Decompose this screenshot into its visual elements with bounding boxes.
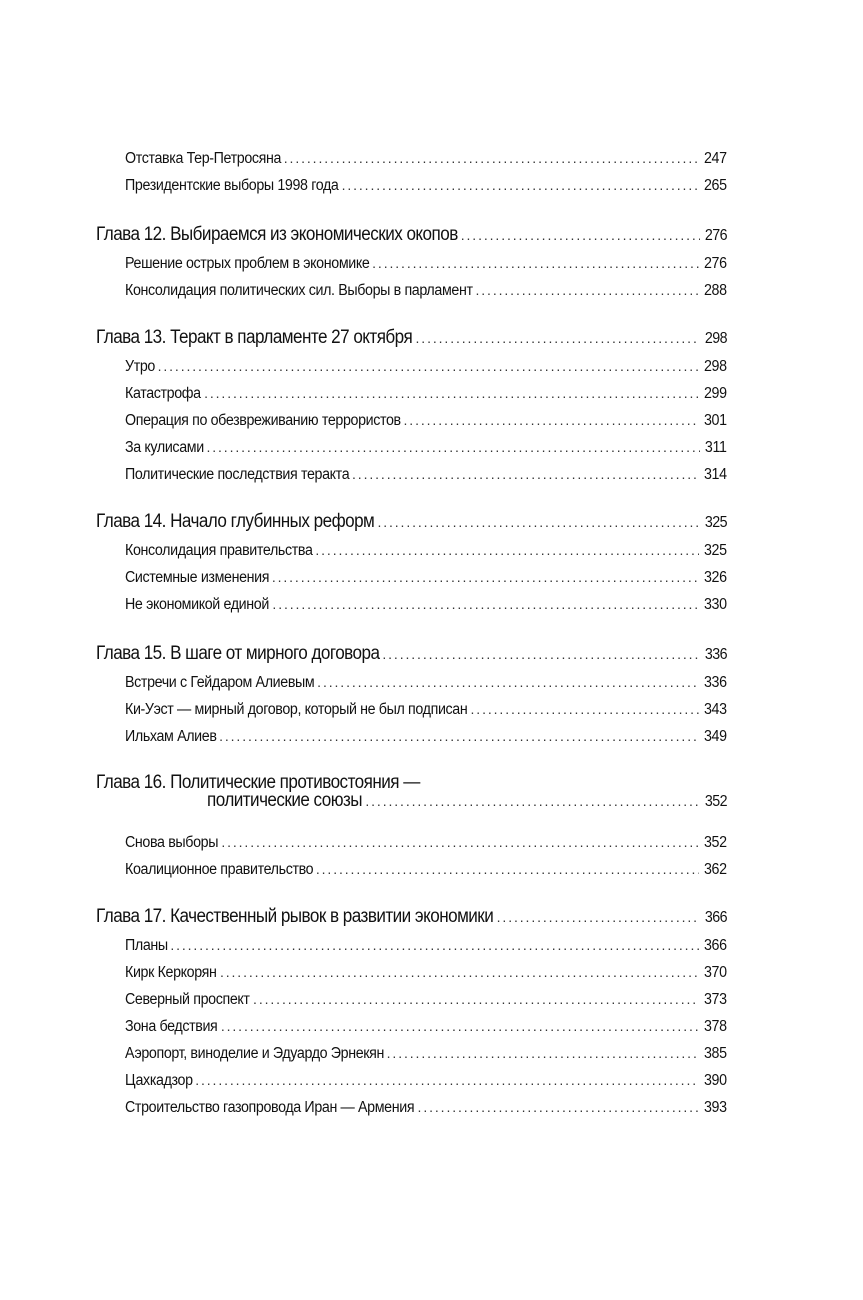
toc-chapter-entry <box>96 327 727 349</box>
toc-entry-page-number: 393 <box>704 1099 727 1116</box>
toc-entry-page-number: 326 <box>704 569 727 586</box>
toc-entry-page-number: 276 <box>704 255 727 272</box>
toc-entry-page-number: 370 <box>704 964 727 981</box>
toc-section-entry <box>125 282 727 300</box>
dot-leader <box>272 569 700 585</box>
dot-leader <box>221 1018 699 1034</box>
toc-entry-title: Аэропорт, виноделие и Эдуардо Эрнекян <box>125 1045 385 1062</box>
toc-entry-page-number: 276 <box>704 227 727 244</box>
toc-section-entry <box>125 358 727 376</box>
dot-leader <box>221 834 699 850</box>
toc-chapter-entry <box>96 906 727 928</box>
toc-entry-page-number: 352 <box>704 793 727 810</box>
toc-section-entry <box>125 1045 727 1063</box>
toc-entry-page-number: 366 <box>704 937 727 954</box>
toc-entry-title: Зона бедствия <box>125 1018 218 1035</box>
toc-entry-page-number: 390 <box>704 1072 727 1089</box>
dot-leader <box>272 596 699 612</box>
toc-entry-title: Системные изменения <box>125 569 270 586</box>
dot-leader <box>206 439 700 455</box>
toc-entry-title: За кулисами <box>125 439 204 456</box>
toc-entry-page-number: 349 <box>704 728 727 745</box>
toc-entry-title: Ки-Уэст — мирный договор, который не был подписан <box>125 701 468 718</box>
toc-section-entry <box>125 861 727 879</box>
dot-leader <box>416 330 700 346</box>
toc-section-entry <box>125 1072 727 1090</box>
toc-section-entry <box>125 177 727 195</box>
toc-section-entry <box>125 701 727 719</box>
toc-section-entry <box>125 674 727 692</box>
toc-section-entry <box>125 150 727 168</box>
dot-leader <box>342 177 700 193</box>
toc-entry-page-number: 366 <box>704 909 727 926</box>
dot-leader <box>316 861 699 877</box>
toc-section-entry <box>125 596 727 614</box>
toc-chapter-title-line1: Глава 16. Политические противостояния — <box>96 772 420 793</box>
toc-entry-title: Коалиционное правительство <box>125 861 314 878</box>
toc-entry-title: Решение острых проблем в экономике <box>125 255 370 272</box>
toc-entry-page-number: 343 <box>704 701 727 718</box>
dot-leader <box>315 542 699 558</box>
dot-leader <box>372 255 699 271</box>
toc-entry-page-number: 301 <box>704 412 727 429</box>
toc-entry-title: Консолидация правительства <box>125 542 313 559</box>
toc-entry-page-number: 298 <box>704 330 727 347</box>
toc-entry-page-number: 325 <box>704 514 727 531</box>
toc-entry-page-number: 265 <box>704 177 727 194</box>
dot-leader <box>195 1072 699 1088</box>
toc-section-entry <box>125 542 727 560</box>
dot-leader <box>377 514 700 530</box>
toc-section-entry <box>125 385 727 403</box>
dot-leader <box>365 793 700 809</box>
toc-entry-page-number: 299 <box>704 385 727 402</box>
toc-entry-title: Консолидация политических сил. Выборы в парламент <box>125 282 473 299</box>
toc-entry-page-number: 288 <box>704 282 727 299</box>
toc-entry-title: Глава 17. Качественный рывок в развитии экономики <box>96 906 494 927</box>
toc-entry-title: политические союзы <box>207 790 363 811</box>
dot-leader <box>471 701 700 717</box>
toc-entry-page-number: 336 <box>704 646 727 663</box>
toc-section-entry <box>125 834 727 852</box>
toc-entry-page-number: 378 <box>704 1018 727 1035</box>
toc-section-entry <box>125 255 727 273</box>
toc-entry-title: Цахкадзор <box>125 1072 193 1089</box>
toc-chapter-entry <box>207 790 727 812</box>
toc-entry-page-number: 314 <box>704 466 727 483</box>
toc-entry-title: Отставка Тер-Петросяна <box>125 150 282 167</box>
toc-entry-title: Президентские выборы 1998 года <box>125 177 339 194</box>
toc-section-entry <box>125 412 727 430</box>
toc-section-entry <box>125 1099 727 1117</box>
toc-entry-title: Ильхам Алиев <box>125 728 217 745</box>
dot-leader <box>418 1099 700 1115</box>
dot-leader <box>387 1045 700 1061</box>
toc-entry-title: Строительство газопровода Иран — Армения <box>125 1099 415 1116</box>
toc-entry-page-number: 247 <box>704 150 727 167</box>
dot-leader <box>219 728 699 744</box>
dot-leader <box>170 937 699 953</box>
toc-entry-title: Утро <box>125 358 155 375</box>
toc-entry-page-number: 298 <box>704 358 727 375</box>
dot-leader <box>476 282 700 298</box>
toc-entry-title: Глава 15. В шаге от мирного договора <box>96 643 380 664</box>
toc-section-entry <box>125 569 727 587</box>
toc-entry-page-number: 385 <box>704 1045 727 1062</box>
dot-leader <box>497 909 700 925</box>
toc-section-entry <box>125 991 727 1009</box>
toc-entry-page-number: 373 <box>704 991 727 1008</box>
toc-entry-title: Северный проспект <box>125 991 250 1008</box>
dot-leader <box>404 412 700 428</box>
toc-entry-title: Глава 13. Теракт в парламенте 27 октября <box>96 327 413 348</box>
toc-entry-page-number: 362 <box>704 861 727 878</box>
toc-entry-page-number: 325 <box>704 542 727 559</box>
toc-section-entry <box>125 964 727 982</box>
dot-leader <box>158 358 700 374</box>
toc-section-entry <box>125 1018 727 1036</box>
dot-leader <box>352 466 699 482</box>
toc-entry-page-number: 330 <box>704 596 727 613</box>
dot-leader <box>284 150 700 166</box>
toc-entry-title: Снова выборы <box>125 834 219 851</box>
toc-section-entry <box>125 937 727 955</box>
toc-entry-title: Катастрофа <box>125 385 201 402</box>
toc-entry-page-number: 336 <box>704 674 727 691</box>
dot-leader <box>220 964 699 980</box>
dot-leader <box>461 227 700 243</box>
toc-entry-title: Глава 14. Начало глубинных реформ <box>96 511 375 532</box>
toc-section-entry <box>125 439 727 457</box>
toc-entry-title: Глава 12. Выбираемся из экономических окопов <box>96 224 458 245</box>
toc-entry-title: Операция по обезвреживанию террористов <box>125 412 401 429</box>
dot-leader <box>253 991 699 1007</box>
toc-section-entry <box>125 728 727 746</box>
toc-chapter-entry <box>96 224 727 246</box>
toc-entry-title: Кирк Керкорян <box>125 964 217 981</box>
toc-entry-title: Планы <box>125 937 168 954</box>
dot-leader <box>382 646 700 662</box>
dot-leader <box>317 674 699 690</box>
toc-entry-page-number: 311 <box>705 439 727 456</box>
toc-entry-title: Политические последствия теракта <box>125 466 350 483</box>
dot-leader <box>204 385 699 401</box>
toc-entry-title: Не экономикой единой <box>125 596 269 613</box>
toc-chapter-entry <box>96 511 727 533</box>
toc-section-entry <box>125 466 727 484</box>
toc-entry-page-number: 352 <box>704 834 727 851</box>
toc-entry-title: Встречи с Гейдаром Алиевым <box>125 674 315 691</box>
toc-chapter-entry <box>96 643 727 665</box>
